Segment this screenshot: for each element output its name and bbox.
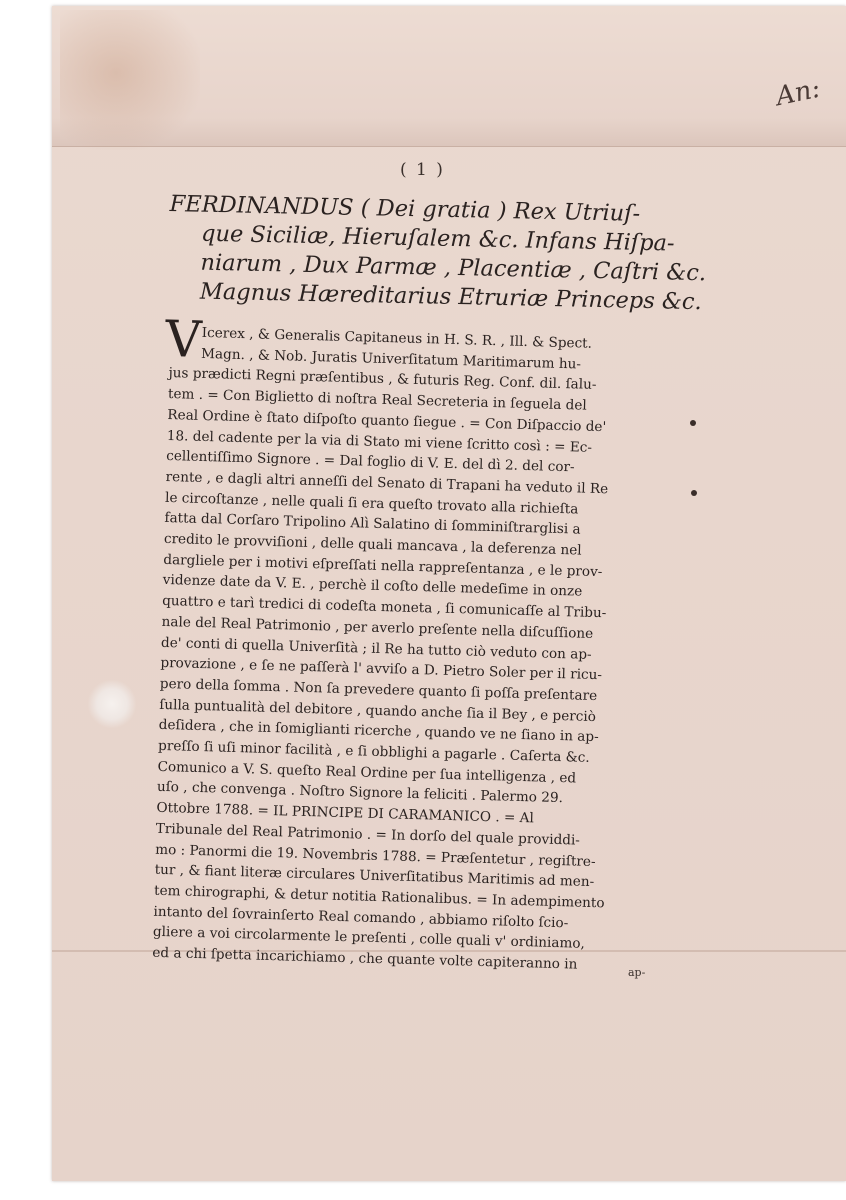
body-line: uſo , che convenga . Noſtro Signore la feliciti . Palermo 29. <box>156 779 564 807</box>
water-stain <box>60 10 200 150</box>
body-line: ed a chi ſpetta incarichiamo , che quante volte capiteranno in <box>152 944 578 973</box>
body-line: tem . = Con Biglietto di noſtra Real Secreteria in ſeguela del <box>167 386 587 414</box>
body-line: provazione , e ſe ne paſſerà l' avviſo a D. Pietro Soler per il ricu- <box>160 655 603 684</box>
body-line: credito le provviſioni , delle quali mancava , la deferenza nel <box>163 530 582 559</box>
body-line: le circoſtanze , nelle quali ſi era queſto trovato alla richieſta <box>164 489 579 518</box>
body-line: pero della ſomma . Non ſa prevedere quanto ſi poſſa preſentare <box>159 675 598 705</box>
page-number: ( 1 ) <box>400 160 445 180</box>
heading-line: niarum , Dux Parmæ , Placentiæ , Caſtri &c. <box>200 249 707 287</box>
body-line: Real Ordine è ſtato diſpoſto quanto ſiegue . = Con Diſpaccio de' <box>167 406 607 436</box>
body-line: fatta dal Corſaro Tripolino Alì Salatino di ſomminiſtrarglisi a <box>164 510 581 538</box>
body-line: jus prædicti Regni præſentibus , & futuris Reg. Conf. dil. ſalu- <box>168 365 597 394</box>
body-line: Comunico a V. S. queſto Real Ordine per ſua intelligenza , ed <box>157 758 577 787</box>
body-line: Icerex , & Generalis Capitaneus in H. S. R. , Ill. & Spect. <box>201 324 593 352</box>
decree-body <box>152 309 675 978</box>
paper-damage-spot <box>88 680 136 728</box>
body-line: dargliele per i motivi eſpreſſati nella rappreſentanza , e le prov- <box>163 551 603 580</box>
decree-heading <box>168 190 707 317</box>
body-line: 18. del cadente per la via di Stato mi viene ſcritto così : = Ec- <box>166 427 593 456</box>
body-line: rente , e dagli altri anneſſi del Senato di Trapani ha veduto il Re <box>165 468 609 498</box>
body-line: tur , & fiant literæ circulares Univerſitatibus Maritimis ad men- <box>154 862 595 891</box>
body-line: intanto del ſovrainſerto Real comando , abbiamo riſolto ſcio- <box>153 903 569 932</box>
body-line: preſſo ſi uſi minor facilità , e ſi obblighi a pagarle . Caſerta &c. <box>157 737 590 766</box>
body-line: quattro e tarì tredici di codeſta moneta , ſi comunicaſſe al Tribu- <box>161 593 607 622</box>
catchword: ap- <box>628 966 646 979</box>
body-line: mo : Panormi die 19. Novembris 1788. = Præſentetur , regiſtre- <box>155 841 596 870</box>
heading-line: Magnus Hæreditarius Etruriæ Princeps &c. <box>199 278 702 316</box>
body-line: de' conti di quella Univerſità ; il Re ha tutto ciò veduto con ap- <box>160 634 592 663</box>
heading-line: que Siciliæ, Hieruſalem &c. Infans Hiſpa- <box>200 220 675 257</box>
manuscript-annotation: An: <box>773 73 823 113</box>
ink-spot <box>690 420 696 426</box>
body-line: videnze date da V. E. , perchè il coſto delle medeſime in onze <box>162 572 583 601</box>
body-line: Ottobre 1788. = IL PRINCIPE DI CARAMANICO . = Al <box>156 799 535 827</box>
body-line: ſulla puntualità del debitore , quando anche ſia il Bey , e perciò <box>159 696 597 725</box>
body-line: gliere a voi circolarmente le preſenti , colle quali v' ordiniamo, <box>152 924 586 953</box>
drop-cap: V <box>164 309 203 369</box>
body-line: Magn. , & Nob. Juratis Univerſitatum Maritimarum hu- <box>200 345 582 373</box>
body-line: deſidera , che in ſomiglianti ricerche , quando ve ne ſiano in ap- <box>158 717 599 746</box>
body-line: tem chirographi, & detur notitia Rationalibus. = In adempimento <box>153 882 605 912</box>
heading-line: FERDINANDUS ( Dei gratia ) Rex Utriuſ- <box>169 190 641 227</box>
body-line: cellentiſſimo Signore . = Dal foglio di V. E. del dì 2. del cor- <box>166 448 575 476</box>
body-line: Tribunale del Real Patrimonio . = In dorſo del quale providdi- <box>155 820 581 849</box>
body-line: nale del Real Patrimonio , per averlo preſente nella diſcuſſione <box>161 613 594 642</box>
ink-spot <box>691 490 697 496</box>
